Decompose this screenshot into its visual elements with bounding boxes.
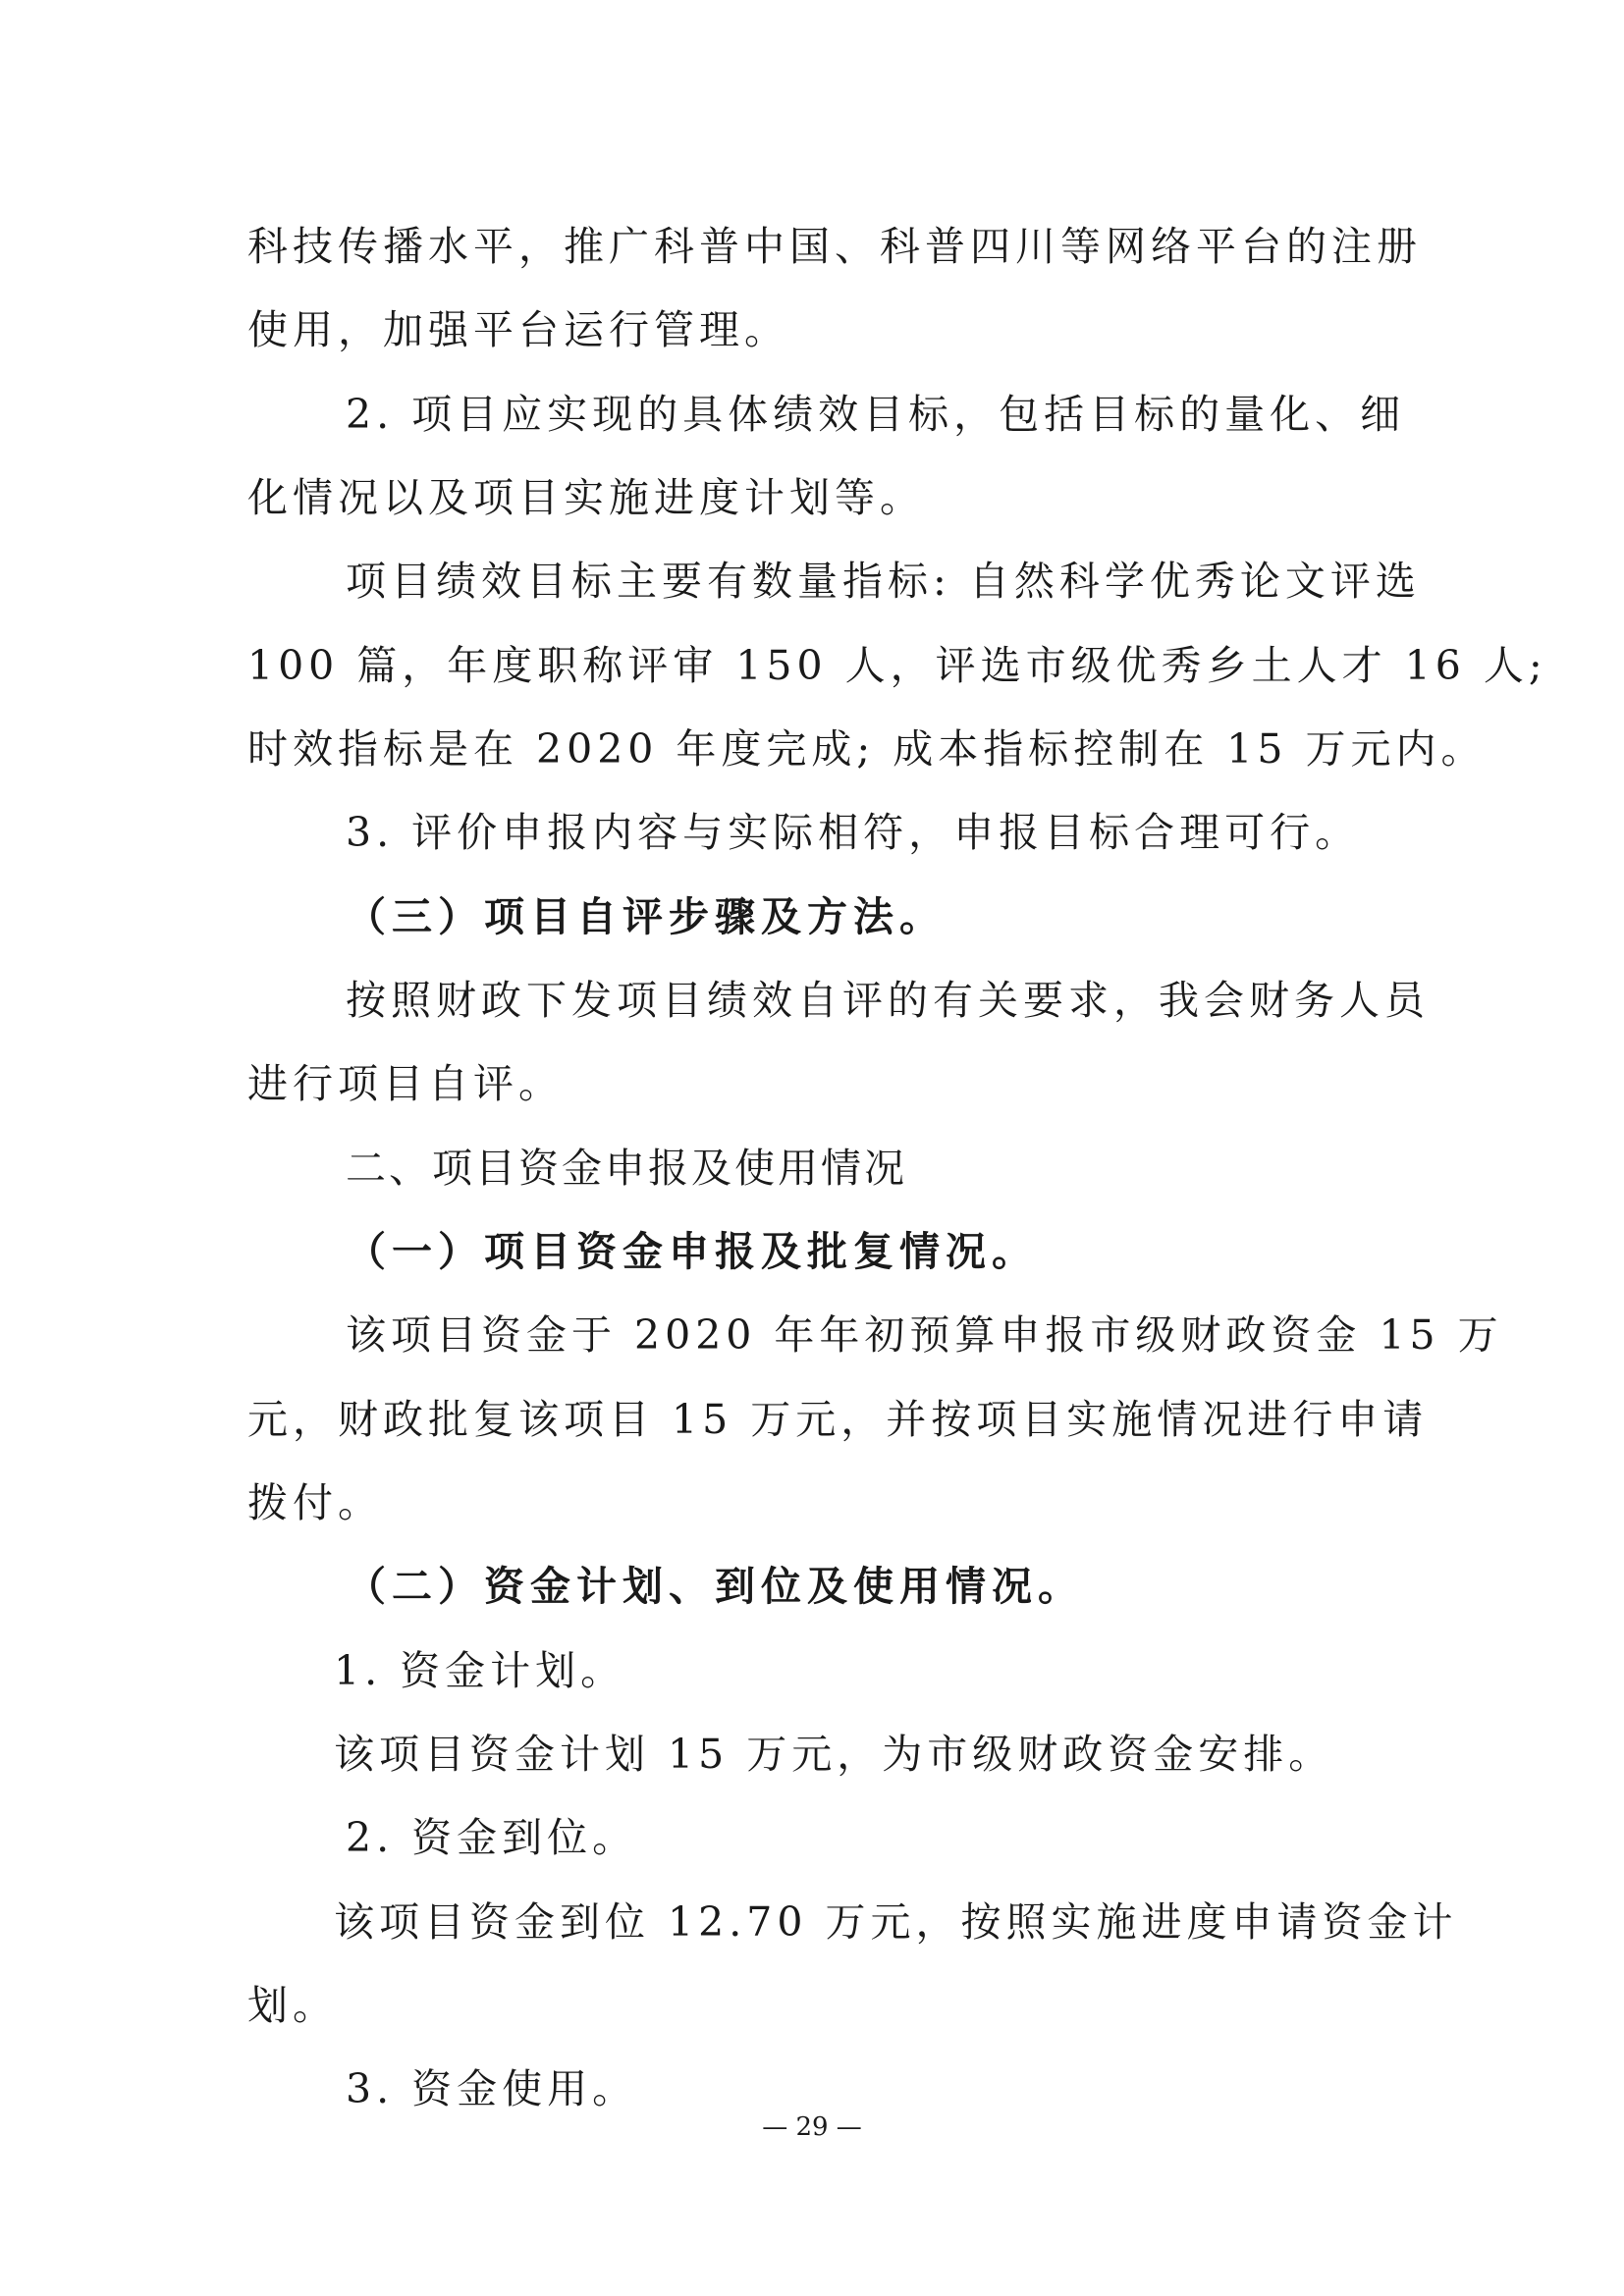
text-line: 2. 项目应实现的具体绩效目标，包括目标的量化、细 — [346, 391, 1406, 438]
text-line: 元，财政批复该项目 15 万元，并按项目实施情况进行申请 — [247, 1396, 1429, 1443]
text-line: 该项目资金到位 12.70 万元，按照实施进度申请资金计 — [334, 1898, 1458, 1946]
text-line: 3. 评价申报内容与实际相符，申报目标合理可行。 — [346, 809, 1361, 856]
text-line: 按照财政下发项目绩效自评的有关要求，我会财务人员 — [346, 977, 1430, 1024]
text-line: 3. 资金使用。 — [346, 2065, 638, 2112]
text-line: 项目绩效目标主要有数量指标: 自然科学优秀论文评选 — [346, 558, 1421, 605]
section-heading: （一）项目资金申报及批复情况。 — [346, 1228, 1038, 1275]
text-line: 化情况以及项目实施进度计划等。 — [247, 474, 925, 521]
chapter-heading: 二、项目资金申报及使用情况 — [346, 1145, 907, 1192]
text-line: 科技传播水平，推广科普中国、科普四川等网络平台的注册 — [247, 223, 1422, 270]
text-line: 该项目资金计划 15 万元，为市级财政资金安排。 — [334, 1731, 1334, 1778]
text-line: 该项目资金于 2020 年年初预算申报市级财政资金 15 万 — [346, 1311, 1503, 1359]
text-line: 使用，加强平台运行管理。 — [247, 306, 789, 353]
text-line: 进行项目自评。 — [247, 1060, 564, 1107]
section-heading: （二）资金计划、到位及使用情况。 — [346, 1563, 1084, 1610]
text-line: 时效指标是在 2020 年度完成; 成本指标控制在 15 万元内。 — [247, 725, 1487, 773]
text-line: 拨付。 — [247, 1479, 383, 1526]
text-line: 1. 资金计划。 — [334, 1647, 626, 1694]
page-number: — 29 — — [762, 2112, 862, 2142]
section-heading: （三）项目自评步骤及方法。 — [346, 893, 946, 940]
text-line: 划。 — [247, 1982, 338, 2029]
text-line: 100 篇，年度职称评审 150 人，评选市级优秀乡土人才 16 人; — [247, 642, 1547, 689]
text-line: 2. 资金到位。 — [346, 1814, 638, 1861]
